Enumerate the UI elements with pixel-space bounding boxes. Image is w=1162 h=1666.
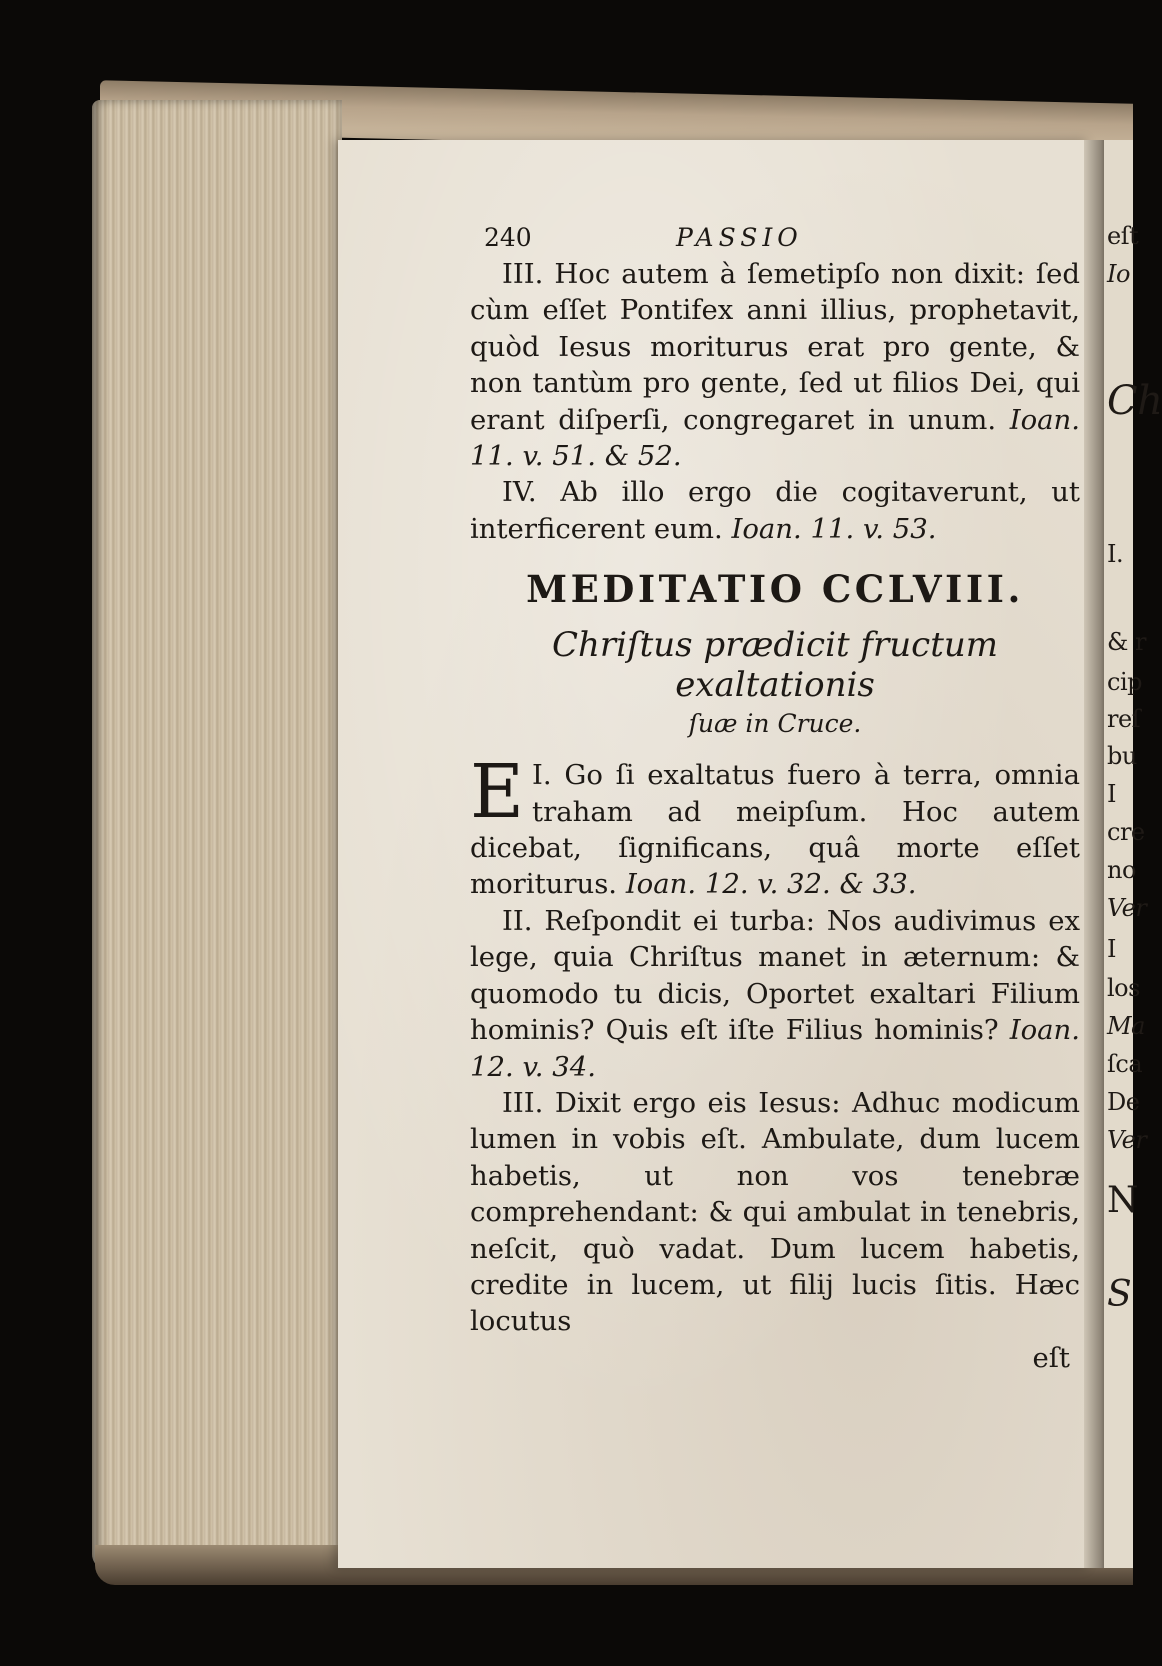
scripture-reference: Ioan. 12. v. 32. & 33. xyxy=(625,868,917,901)
page-number: 240 xyxy=(484,223,532,252)
paragraph-iii-top xyxy=(470,256,1080,474)
facing-page-fragment: Ver xyxy=(1107,1126,1147,1154)
meditatio-subtitle xyxy=(470,625,1080,739)
scripture-reference: Ioan. 12. v. 34. xyxy=(470,1014,1080,1083)
paragraph-text: Reſpondit ei turba: Nos audivimus ex lege, quia Chriſtus manet in æternum: & quomodo tu dicis, Oportet exaltari Filium hominis? Quis eſt iſte Filius hominis? xyxy=(470,904,1080,1047)
book-fore-edge xyxy=(92,100,342,1570)
paragraph-iv xyxy=(470,474,1080,547)
paragraph-numeral: I. xyxy=(532,759,552,792)
facing-page-fragment: Ma xyxy=(1107,1012,1145,1040)
paragraph-text: Hoc autem à ſemetipſo non dixit: ſed cùm eſſet Pontifex anni illius, prophetavit, quòd Iesus moriturus erat pro gente, & non tantùm pro gente, ſed ut filios Dei, qui erant diſperſi, congregaret in unum. xyxy=(470,258,1080,436)
paragraph-numeral: III. xyxy=(502,1086,544,1119)
scripture-reference: Ioan. 11. v. 53. xyxy=(731,512,937,545)
page-text xyxy=(470,218,1080,1376)
facing-page-fragment: N xyxy=(1107,1180,1138,1221)
paragraph-text: Ab illo ergo die cogitaverunt, ut interficerent eum. xyxy=(470,476,1080,545)
facing-page-fragment: Ch xyxy=(1107,378,1162,424)
paragraph-numeral: III. xyxy=(502,258,544,290)
meditatio-heading: MEDITATIO CCLVIII. xyxy=(526,567,1024,612)
running-title: PASSIO xyxy=(676,223,803,252)
paragraph-numeral: IV. xyxy=(502,476,537,509)
facing-page-fragment: I xyxy=(1107,780,1116,808)
paragraph-numeral: II. xyxy=(502,904,533,937)
paragraph-ii xyxy=(470,903,1080,1085)
facing-page-fragment: cre xyxy=(1107,818,1145,846)
facing-page-edge xyxy=(1104,140,1162,1568)
meditatio-subtitle-line2: ſuæ in Cruce. xyxy=(688,709,862,739)
catchword: eſt xyxy=(1032,1341,1070,1374)
facing-page-fragment: cip xyxy=(1107,668,1142,696)
facing-page-fragment: ſca xyxy=(1107,1050,1143,1078)
facing-page-fragment: no xyxy=(1107,856,1136,884)
paragraph-i xyxy=(470,749,1080,903)
facing-page-fragment: eſt xyxy=(1107,222,1139,250)
scripture-reference: Ioan. 11. v. 51. & 52. xyxy=(470,403,1080,473)
meditatio-subtitle-line1: Chriſtus prædicit fructum exaltationis xyxy=(551,625,999,706)
paragraph-iii-bottom xyxy=(470,1085,1080,1340)
facing-page-fragment: S xyxy=(1107,1274,1132,1315)
facing-page-fragment: I xyxy=(1107,935,1116,963)
facing-page-fragment: Io xyxy=(1107,260,1130,288)
facing-page-fragment: De xyxy=(1107,1088,1140,1116)
facing-page-fragment: Ver xyxy=(1107,894,1147,922)
paragraph-text: Dixit ergo eis Iesus: Adhuc modicum lumen in vobis eſt. Ambulate, dum lucem habetis, ut non vos tenebræ comprehendant: & qui ambulat in tenebris, neſcit, quò vadat. Dum lucem habetis, credite in lucem, ut filij lucis ſitis. Hæc locutus xyxy=(470,1086,1080,1338)
drop-capital: E xyxy=(470,749,525,836)
facing-page-fragment: & r xyxy=(1107,628,1146,656)
paragraph-text: Go ſi exaltatus fuero à terra, omnia traham ad meipſum. Hoc autem dicebat, ſignificans, quâ morte eſſet moriturus. xyxy=(470,759,1080,901)
facing-page-fragment: bu xyxy=(1107,742,1137,770)
running-head xyxy=(470,218,1080,256)
facing-page-fragment: los xyxy=(1107,974,1140,1002)
facing-page-fragment: I. xyxy=(1107,540,1124,568)
facing-page-fragment: reſ xyxy=(1107,705,1141,733)
